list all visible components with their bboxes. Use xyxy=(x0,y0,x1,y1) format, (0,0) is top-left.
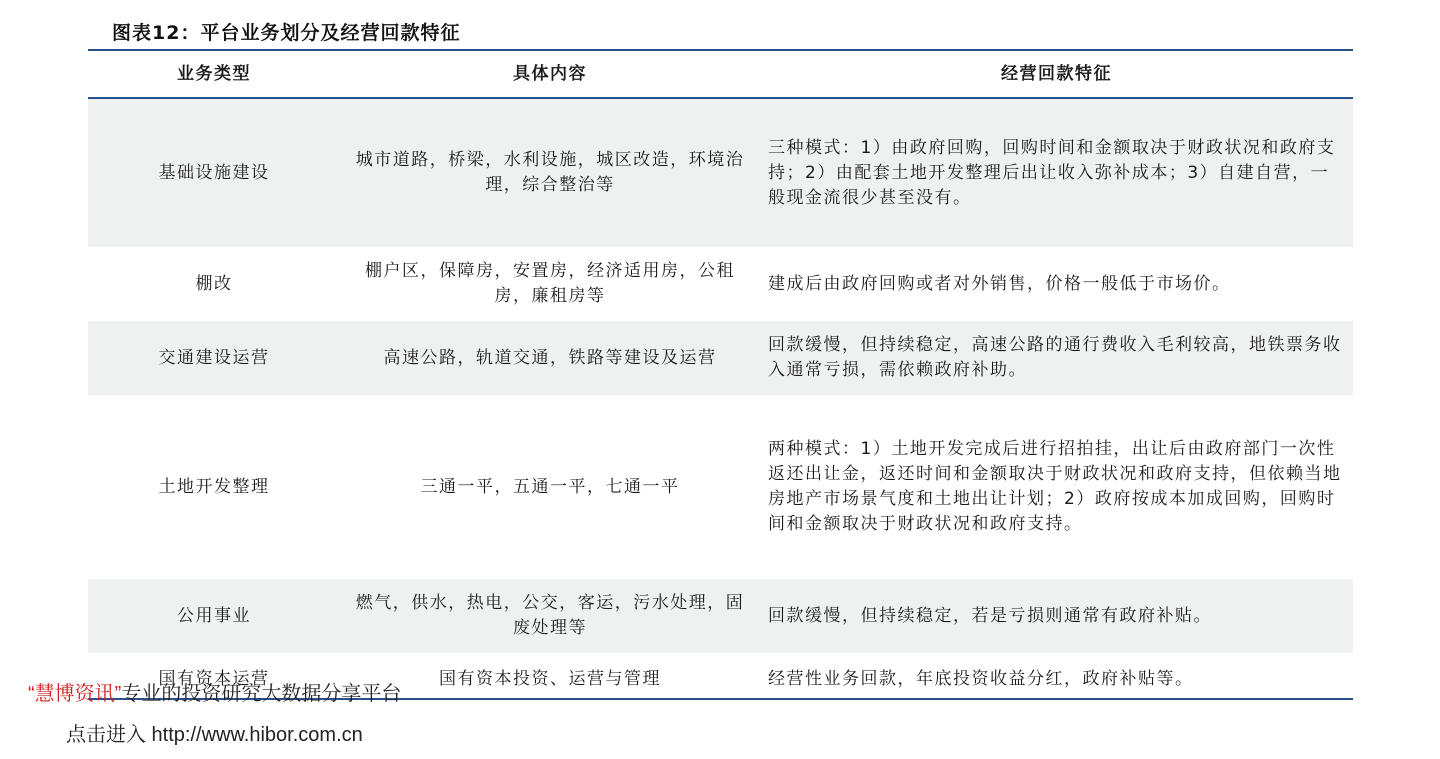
watermark-link[interactable]: 点击进入 http://www.hibor.com.cn xyxy=(66,724,363,746)
cell-feature: 经营性业务回款，年底投资收益分红，政府补贴等。 xyxy=(768,668,1194,689)
header-business-type: 业务类型 xyxy=(177,63,251,84)
table-row xyxy=(88,247,1353,321)
cell-type: 公用事业 xyxy=(177,605,251,626)
cell-type: 土地开发整理 xyxy=(158,476,270,497)
cell-feature: 回款缓慢，但持续稳定，若是亏损则通常有政府补贴。 xyxy=(768,605,1212,626)
cell-type: 棚改 xyxy=(195,273,233,294)
watermark-brand: 慧博资讯 xyxy=(34,683,115,705)
cell-content: 燃气，供水，热电，公交，客运，污水处理，固废处理等 xyxy=(355,593,745,638)
cell-content: 城市道路，桥梁，水利设施，城区改造，环境治理，综合整治等 xyxy=(355,150,745,195)
cell-type: 交通建设运营 xyxy=(158,347,270,368)
cell-feature: 三种模式：1）由政府回购，回购时间和金额取决于财政状况和政府支持；2）由配套土地开发整理后出让收入弥补成本；3）自建自营，一般现金流很少甚至没有。 xyxy=(768,137,1336,208)
cell-feature: 回款缓慢，但持续稳定，高速公路的通行费收入毛利较高，地铁票务收入通常亏损，需依赖政府补助。 xyxy=(768,335,1342,380)
table-row xyxy=(88,321,1353,395)
cell-type: 国有资本运营 xyxy=(158,668,270,689)
table-header-row xyxy=(88,51,1353,99)
business-table xyxy=(88,51,1353,705)
table-title: 图表12：平台业务划分及经营回款特征 xyxy=(112,22,461,44)
watermark-open-quote: “ xyxy=(28,683,35,705)
cell-content: 棚户区，保障房，安置房，经济适用房，公租房，廉租房等 xyxy=(365,261,735,306)
header-content: 具体内容 xyxy=(513,63,587,84)
cell-content: 国有资本投资、运营与管理 xyxy=(439,668,661,689)
watermark-tagline xyxy=(28,677,401,706)
table-row xyxy=(88,395,1353,579)
cell-content: 高速公路，轨道交通，铁路等建设及运营 xyxy=(383,347,717,368)
table-row xyxy=(88,579,1353,653)
header-feature: 经营回款特征 xyxy=(1001,63,1112,84)
table-row xyxy=(88,99,1353,247)
watermark-tagline-text: 专业的投资研究大数据分享平台 xyxy=(121,683,402,705)
watermark-close-quote: ” xyxy=(114,683,122,705)
cell-content: 三通一平，五通一平，七通一平 xyxy=(420,476,680,497)
cell-feature: 建成后由政府回购或者对外销售，价格一般低于市场价。 xyxy=(768,273,1231,294)
cell-feature: 两种模式：1）土地开发完成后进行招拍挂，出让后由政府部门一次性返还出让金，返还时间和金额取决于财政状况和政府支持，但依赖当地房地产市场景气度和土地出让计划；2）政府按成本加成回购，回购时间和金额取决于财政状况和政府支持。 xyxy=(768,439,1342,534)
cell-type: 基础设施建设 xyxy=(158,162,270,183)
